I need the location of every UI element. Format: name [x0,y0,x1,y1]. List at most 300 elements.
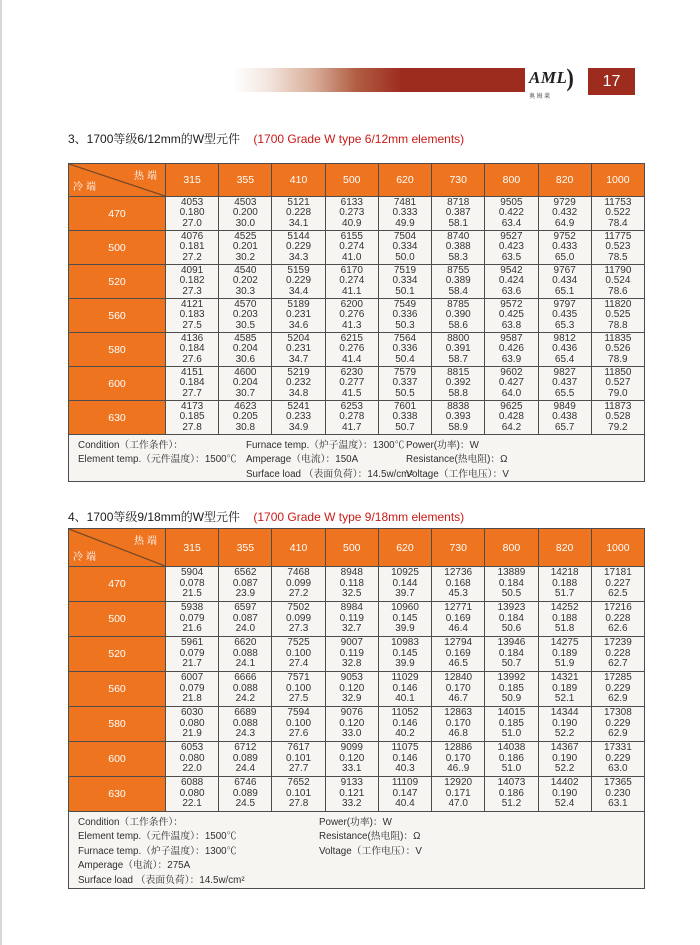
cell-value: 0.438 [552,411,578,423]
cell-value: 0.146 [392,682,418,694]
data-cell [378,637,431,672]
condition-line: Condition（工作条件）： [78,817,184,828]
cell-value: 8984 [340,602,363,614]
conditions-column [78,439,236,468]
cell-value: 4136 [180,332,204,344]
data-cell [219,231,272,265]
row-header: 520 [69,265,166,299]
column-header: 315 [166,529,219,567]
cell-value: 58.4 [448,285,468,297]
cell-value: 0.388 [445,241,471,253]
cell-value: 0.145 [392,647,418,659]
cell-value: 0.427 [498,377,524,389]
cell-value: 27.7 [182,387,202,399]
data-cell [219,265,272,299]
table-head [69,529,645,567]
cell-value: 0.118 [339,577,364,589]
table-head [69,164,645,197]
cell-value: 0.233 [286,411,312,423]
condition-line: Voltage（工作电压）：V [319,845,422,857]
cell-value: 6620 [234,637,257,649]
cell-value: 0.334 [392,275,418,287]
cell-value: 0.274 [339,275,365,287]
section-4-title [68,508,464,525]
cell-value: 0.080 [179,752,205,764]
cell-value: 0.190 [552,717,578,729]
data-cell [325,367,378,401]
cell-value: 52.4 [554,798,575,810]
cell-value: 0.428 [498,411,524,423]
condition-line: Resistance(热电阻)：Ω [319,831,421,843]
data-cell [538,367,591,401]
cell-value: 0.170 [445,752,471,764]
data-cell [538,401,591,435]
cell-value: 0.121 [339,787,365,799]
data-cell [432,299,485,333]
condition-line: Surface load （表面负荷）：14.5w/cm² [78,874,245,886]
data-cell [538,777,591,812]
data-cell [538,567,591,602]
cell-value: 11775 [604,230,632,242]
data-cell [166,707,219,742]
cell-value: 9812 [553,332,576,344]
cell-value: 12920 [444,777,473,789]
cell-value: 0.231 [286,309,312,321]
cell-value: 21.5 [182,588,202,600]
cell-value: 7652 [287,777,310,789]
cell-value: 0.229 [286,275,312,287]
cell-value: 0.524 [605,275,631,287]
cell-value: 0.079 [179,612,205,624]
data-cell [166,672,219,707]
cell-value: 0.391 [445,343,471,355]
data-cell [485,567,538,602]
table-row [69,231,645,265]
cell-value: 0.336 [392,309,418,321]
cell-value: 4503 [234,196,257,208]
cell-value: 30.0 [235,217,256,229]
cell-value: 0.432 [552,207,578,219]
cell-value: 22.1 [182,798,202,810]
condition-line: Element temp.（元件温度）：1500℃ [78,831,237,843]
cell-value: 0.189 [552,682,578,694]
cell-value: 0.392 [445,377,471,389]
data-cell [325,742,378,777]
cell-value: 0.228 [286,207,312,219]
cell-value: 6230 [340,366,363,378]
cell-value: 0.229 [605,717,631,729]
data-cell [272,742,325,777]
cell-value: 39.7 [395,588,415,600]
cell-value: 41.5 [342,387,362,399]
data-cell [485,333,538,367]
cell-value: 0.522 [605,207,631,219]
row-header: 470 [69,197,166,231]
cell-value: 10983 [391,637,419,649]
cell-value: 58.9 [448,421,468,433]
cell-value: 6746 [234,777,257,789]
conditions-row [69,435,645,482]
data-cell [325,299,378,333]
data-cell [485,367,538,401]
cell-value: 4076 [180,230,204,242]
data-cell [432,742,485,777]
cell-value: 39.9 [395,658,415,670]
cell-value: 0.079 [179,647,205,659]
cell-value: 50.3 [395,319,415,331]
cell-value: 50.4 [395,353,415,365]
cell-value: 0.146 [392,752,418,764]
cell-value: 9752 [553,230,576,242]
condition-line: Amperage（电流）：150A [246,454,359,466]
condition-line: Voltage（工作电压）：V [406,468,509,480]
data-cell [378,401,431,435]
table-row [69,299,645,333]
cell-value: 0.278 [339,411,365,423]
conditions-column [406,439,509,482]
cell-value: 0.422 [498,207,524,219]
data-cell [432,333,485,367]
conditions-column [78,816,245,888]
cell-value: 4540 [234,264,257,276]
cell-value: 4151 [180,366,204,378]
column-header: 820 [538,164,591,197]
data-cell [166,265,219,299]
cell-value: 27.6 [288,728,309,740]
cell-value: 27.3 [182,285,202,297]
cell-value: 5121 [287,196,310,208]
cell-value: 27.7 [288,763,309,775]
row-header: 560 [69,299,166,333]
table-row [69,265,645,299]
cell-value: 6133 [340,196,363,208]
cell-value: 24.5 [235,798,256,810]
cell-value: 41.0 [342,251,362,263]
cell-value: 4053 [180,196,204,208]
cell-value: 13923 [497,602,526,614]
cell-value: 62.7 [608,658,628,670]
table-foot [69,812,645,889]
data-cell [166,231,219,265]
cell-value: 0.230 [605,787,631,799]
data-cell [378,265,431,299]
data-cell [219,333,272,367]
data-cell [432,672,485,707]
data-cell [432,567,485,602]
data-cell [378,197,431,231]
data-cell [432,777,485,812]
header-row [69,164,645,197]
row-header: 630 [69,777,166,812]
cell-value: 11075 [391,742,419,754]
aml-logo [529,65,587,100]
cell-value: 27.0 [182,217,202,229]
section-3-title-zh: 3、1700等级6/12mm的W型元件 [68,132,241,146]
data-cell [219,742,272,777]
condition-line: Amperage（电流）：275A [78,860,191,872]
cell-value: 62.5 [608,588,628,600]
cell-value: 0.088 [232,717,258,729]
data-cell [325,265,378,299]
data-cell [485,197,538,231]
table-row [69,367,645,401]
table-body [69,197,645,435]
data-cell [591,299,644,333]
cell-value: 0.119 [339,647,364,659]
data-cell [432,637,485,672]
data-cell [485,401,538,435]
cell-value: 0.169 [445,647,471,659]
row-header: 500 [69,231,166,265]
header-gradient-bar [233,68,525,92]
cell-value: 0.120 [339,682,365,694]
cell-value: 0.147 [392,787,418,799]
cell-value: 0.184 [498,612,524,624]
cell-value: 40.1 [395,693,415,705]
conditions-column [246,439,413,482]
cell-value: 9527 [500,230,523,242]
data-cell [219,299,272,333]
data-cell [219,367,272,401]
cell-value: 41.7 [342,421,362,433]
cell-value: 10925 [391,567,419,579]
cell-value: 4600 [234,366,257,378]
cell-value: 24.2 [235,693,256,705]
row-header: 520 [69,637,166,672]
cell-value: 0.276 [339,309,365,321]
data-cell [485,299,538,333]
cell-value: 6155 [340,230,363,242]
column-header: 620 [378,529,431,567]
cell-value: 78.5 [608,251,628,263]
data-cell [219,401,272,435]
data-cell [591,231,644,265]
cell-value: 0.437 [552,377,578,389]
cell-value: 17285 [603,672,632,684]
data-cell [219,602,272,637]
cell-value: 0.087 [232,612,258,624]
cell-value: 14275 [550,637,579,649]
cell-value: 52.1 [554,693,575,705]
cell-value: 50.7 [501,658,522,670]
cell-value: 0.078 [179,577,205,589]
corner-header-cell [69,164,166,197]
cell-value: 27.5 [288,693,309,705]
cell-value: 13889 [497,567,526,579]
cell-value: 0.205 [232,411,258,423]
cell-value: 4173 [180,400,204,412]
cell-value: 27.6 [182,353,202,365]
table-row [69,777,645,812]
cell-value: 30.5 [235,319,256,331]
data-cell [166,602,219,637]
cell-value: 0.393 [445,411,471,423]
data-cell [432,602,485,637]
table-body [69,567,645,812]
cell-value: 9827 [553,366,576,378]
cell-value: 8815 [447,366,470,378]
row-header: 500 [69,602,166,637]
cell-value: 51.8 [554,623,575,635]
cell-value: 0.145 [392,612,418,624]
cell-value: 0.190 [552,787,578,799]
cell-value: 0.184 [179,377,205,389]
cell-value: 27.4 [288,658,309,670]
cell-value: 0.435 [552,309,578,321]
cell-value: 17181 [603,567,632,579]
cell-value: 17239 [603,637,632,649]
cell-value: 0.188 [552,612,578,624]
data-cell [166,742,219,777]
cell-value: 62.9 [608,693,628,705]
data-cell [591,637,644,672]
cell-value: 34.8 [288,387,309,399]
data-cell [432,197,485,231]
data-cell [219,637,272,672]
cell-value: 5144 [287,230,310,242]
cell-value: 0.120 [339,717,365,729]
column-header: 820 [538,529,591,567]
conditions-cell [69,812,645,889]
cold-end-label: 冷端 [73,182,99,193]
data-cell [591,707,644,742]
row-header: 580 [69,707,166,742]
cell-value: 0.231 [286,343,312,355]
column-header: 410 [272,164,325,197]
cell-value: 9729 [553,196,576,208]
cell-value: 0.433 [552,241,578,253]
cell-value: 58.1 [448,217,468,229]
cell-value: 0.079 [179,682,205,694]
data-cell [432,707,485,742]
table-row [69,333,645,367]
cell-value: 0.119 [339,612,364,624]
cell-value: 8740 [447,230,470,242]
data-cell [166,299,219,333]
data-cell [166,777,219,812]
cell-value: 0.425 [498,309,524,321]
cell-value: 0.200 [232,207,258,219]
cell-value: 4623 [234,400,257,412]
data-cell [432,265,485,299]
cell-value: 8755 [447,264,470,276]
data-cell [538,299,591,333]
conditions-cell [69,435,645,482]
cell-value: 30.6 [235,353,256,365]
column-header: 730 [432,529,485,567]
cell-value: 0.389 [445,275,471,287]
cell-value: 0.184 [498,577,524,589]
cell-value: 63.0 [608,763,628,775]
cell-value: 0.528 [605,411,631,423]
cell-value: 12886 [444,742,473,754]
cell-value: 5938 [180,602,204,614]
table-row [69,707,645,742]
cell-value: 49.9 [395,217,415,229]
cell-value: 78.9 [608,353,628,365]
cell-value: 6689 [234,707,257,719]
cell-value: 21.7 [182,658,202,670]
data-cell [325,333,378,367]
column-header: 1000 [591,164,644,197]
data-cell [591,197,644,231]
cell-value: 7525 [287,637,310,649]
row-header: 560 [69,672,166,707]
data-cell [219,197,272,231]
cell-value: 34.9 [288,421,309,433]
cell-value: 6712 [234,742,257,754]
cell-value: 7564 [393,332,417,344]
data-cell [485,637,538,672]
table-row [69,401,645,435]
column-header: 355 [219,164,272,197]
data-cell [432,401,485,435]
cell-value: 7571 [287,672,310,684]
data-cell [272,602,325,637]
cell-value: 7594 [287,707,310,719]
cell-value: 0.182 [179,275,205,287]
condition-line: Resistance(热电阻)：Ω [406,454,508,466]
cell-value: 9542 [500,264,523,276]
cell-value: 27.8 [182,421,202,433]
cell-value: 79.0 [608,387,628,399]
cell-value: 63.4 [501,217,522,229]
cell-value: 50.0 [395,251,415,263]
cell-value: 6215 [340,332,363,344]
cell-value: 0.188 [552,577,578,589]
cell-value: 39.9 [395,623,415,635]
cell-value: 9099 [340,742,363,754]
condition-line: Furnace temp.（炉子温度）：1300℃ [78,845,237,857]
column-header: 800 [485,529,538,567]
cell-value: 0.526 [605,343,631,355]
data-cell [325,637,378,672]
data-cell [485,672,538,707]
cell-value: 46.4 [448,623,468,635]
conditions-column [319,816,422,859]
cell-value: 58.8 [448,387,468,399]
data-cell [272,401,325,435]
cell-value: 21.6 [182,623,202,635]
cell-value: 6170 [340,264,363,276]
cell-value: 65.7 [554,421,575,433]
cell-value: 5904 [180,567,204,579]
cell-value: 50.5 [501,588,522,600]
data-cell [432,231,485,265]
data-cell [591,367,644,401]
cell-value: 0.120 [339,752,365,764]
cell-value: 24.4 [235,763,256,775]
cell-value: 30.3 [235,285,256,297]
column-header: 315 [166,164,219,197]
cell-value: 40.3 [395,763,415,775]
cell-value: 41.1 [342,285,362,297]
cell-value: 21.8 [182,693,202,705]
cell-value: 6597 [234,602,257,614]
row-header: 600 [69,742,166,777]
cell-value: 40.2 [395,728,415,740]
cell-value: 62.9 [608,728,628,740]
column-header: 410 [272,529,325,567]
cell-value: 4570 [234,298,257,310]
cell-value: 7549 [393,298,417,310]
data-cell [325,672,378,707]
cell-value: 7601 [393,400,417,412]
data-cell [272,231,325,265]
cell-value: 34.7 [288,353,309,365]
cell-value: 0.170 [445,682,471,694]
data-cell [591,602,644,637]
